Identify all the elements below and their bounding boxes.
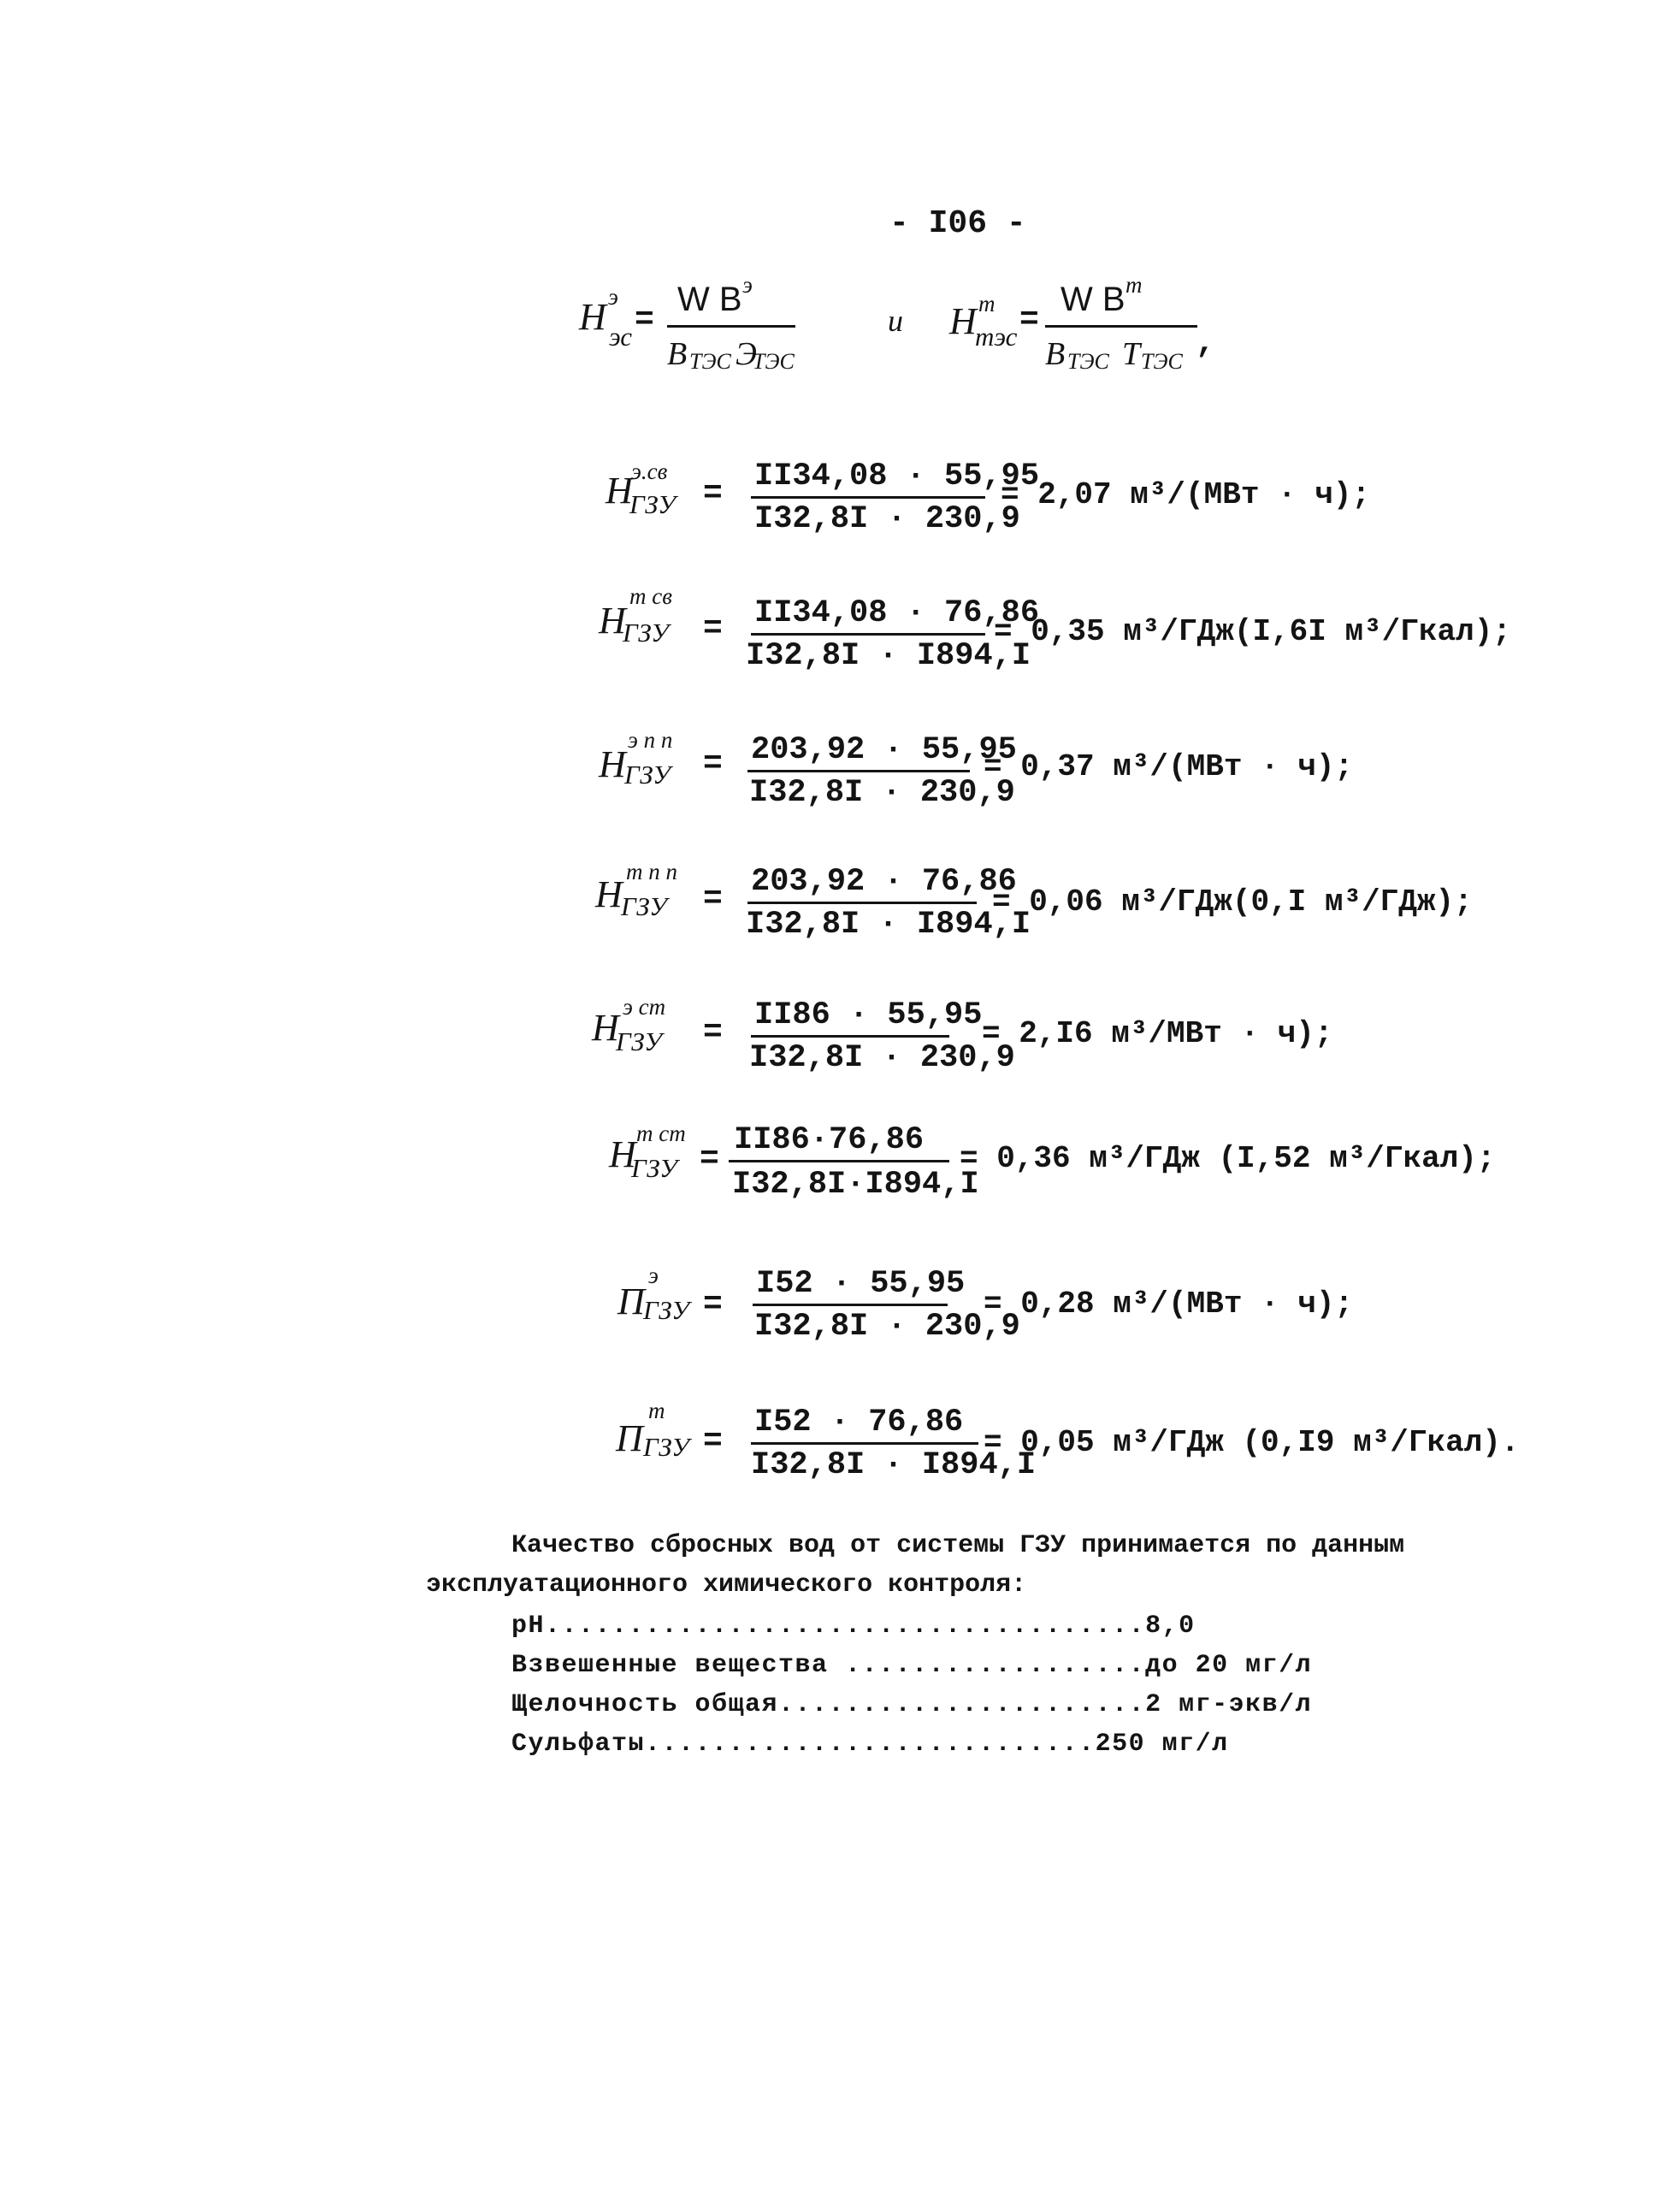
formula-subscript: ГЗУ <box>629 489 676 519</box>
formula-symbol: H <box>592 1007 619 1049</box>
dot-leader: .................. <box>828 1651 1146 1680</box>
equals-sign: = <box>703 881 723 918</box>
fraction-denominator: I32,8I · I894,I <box>751 1447 1037 1483</box>
equals-sign: = <box>703 1286 723 1323</box>
formula-superscript: э <box>608 284 618 310</box>
formula-superscript: э п п <box>628 727 673 753</box>
equals-sign: = <box>703 476 723 512</box>
formula-symbol: H <box>595 873 623 915</box>
equals-sign: = <box>703 1014 723 1051</box>
denominator-subscript: ТЭС <box>689 349 731 374</box>
fraction-denominator: I32,8I·I894,I <box>732 1167 979 1203</box>
fraction-numerator: II34,08 · 55,95 <box>754 458 1040 494</box>
paragraph-line-1: Качество сбросных вод от системы ГЗУ принимается по данным <box>511 1531 1405 1560</box>
formula-result: = 0,06 м³/ГДж(0,I м³/ГДж); <box>992 884 1473 920</box>
denominator-subscript: ТЭС <box>1067 349 1109 374</box>
dot-leader: ........................... <box>645 1730 1096 1759</box>
formula-superscript: э <box>648 1263 659 1288</box>
paragraph-line-2: эксплуатационного химического контроля: <box>426 1570 1027 1600</box>
formula-subscript: ГЗУ <box>621 891 668 921</box>
list-item-name: Сульфаты <box>511 1730 646 1759</box>
fraction-numerator: 203,92 · 76,86 <box>751 864 1017 900</box>
fraction-numerator: I52 · 76,86 <box>754 1405 964 1440</box>
formula-result: = 0,28 м³/(МВт · ч); <box>984 1286 1354 1322</box>
formula-result: = 2,07 м³/(МВт · ч); <box>1001 477 1371 512</box>
formula-subscript: ГЗУ <box>624 760 671 790</box>
dot-leader: .................................... <box>545 1612 1146 1641</box>
fraction-numerator: II34,08 · 76,86 <box>754 595 1040 631</box>
formula-superscript: т св <box>629 583 672 609</box>
denominator-subscript: ТЭС <box>753 349 795 374</box>
formula-superscript: т п п <box>626 859 677 884</box>
formula-subscript: эс <box>609 322 633 352</box>
equals-sign: = <box>703 1423 723 1460</box>
fraction-denominator: I32,8I · I894,I <box>746 638 1031 674</box>
equals-sign: = <box>700 1141 719 1178</box>
formula-symbol: H <box>599 743 626 785</box>
formula-result: = 0,35 м³/ГДж(I,6I м³/Гкал); <box>994 614 1511 649</box>
formula-result: = 2,I6 м³/МВт · ч); <box>982 1016 1333 1051</box>
list-item-value: 8,0 <box>1145 1612 1196 1641</box>
list-item-name: Взвешенные вещества <box>511 1651 829 1680</box>
fraction-bar <box>751 1442 978 1445</box>
fraction-denominator: I32,8I · 230,9 <box>754 501 1020 537</box>
equals-sign: = <box>635 302 654 339</box>
fraction-numerator: II86·76,86 <box>734 1122 925 1158</box>
list-item-value: 2 мг-экв/л <box>1145 1690 1313 1719</box>
formula-symbol: H <box>609 1133 636 1175</box>
fraction-bar <box>747 770 970 772</box>
fraction-denominator: I32,8I · 230,9 <box>749 1040 1015 1076</box>
fraction-bar <box>747 902 977 904</box>
formula-result: = 0,05 м³/ГДж (0,I9 м³/Гкал). <box>984 1425 1520 1460</box>
list-item-value: 250 мг/л <box>1095 1730 1229 1759</box>
formula-subscript: ГЗУ <box>643 1295 690 1325</box>
formula-superscript: т ст <box>636 1121 686 1146</box>
denominator-symbol: B <box>1045 336 1066 372</box>
list-item-value: до 20 мг/л <box>1145 1651 1313 1680</box>
formula-symbol: П <box>616 1417 643 1459</box>
list-item-name: pH <box>511 1612 546 1641</box>
equals-sign: = <box>703 611 723 648</box>
list-item <box>511 1730 1229 1759</box>
formula-symbol: П <box>617 1280 645 1322</box>
denominator-symbol: Э <box>736 336 757 372</box>
formula-superscript: э ст <box>623 994 666 1020</box>
list-item <box>511 1651 1312 1680</box>
numerator-superscript: т <box>1125 272 1143 298</box>
trailing-comma: , <box>1196 325 1215 362</box>
list-item <box>511 1690 1312 1719</box>
fraction-bar <box>667 325 795 328</box>
equals-sign: = <box>1019 302 1039 339</box>
formula-superscript: э.св <box>631 458 668 484</box>
denominator-subscript: ТЭС <box>1141 349 1183 374</box>
fraction-denominator: I32,8I · 230,9 <box>754 1309 1020 1345</box>
formula-subscript: ГЗУ <box>623 618 670 648</box>
fraction-bar <box>753 1304 948 1306</box>
fraction-bar <box>1045 325 1197 328</box>
formula-subscript: ГЗУ <box>631 1153 678 1183</box>
fraction-numerator: W B <box>677 281 742 318</box>
formula-symbol: H <box>949 300 977 342</box>
numerator-superscript: э <box>742 272 753 298</box>
fraction-bar <box>751 633 985 636</box>
list-item-name: Щелочность общая <box>511 1690 779 1719</box>
connector-word: и <box>888 304 903 338</box>
dot-leader: ...................... <box>778 1690 1146 1719</box>
formula-symbol: H <box>599 600 626 642</box>
fraction-bar <box>751 1035 949 1038</box>
formula-subscript: тэс <box>975 322 1018 352</box>
fraction-numerator: 203,92 · 55,95 <box>751 732 1017 768</box>
fraction-denominator: I32,8I · I894,I <box>746 907 1031 943</box>
formula-symbol: H <box>606 470 633 512</box>
page-number: - I06 - <box>889 205 1026 242</box>
equals-sign: = <box>703 746 723 783</box>
fraction-bar <box>729 1160 949 1162</box>
fraction-numerator: II86 · 55,95 <box>754 997 983 1033</box>
formula-superscript: т <box>648 1398 665 1423</box>
formula-subscript: ГЗУ <box>616 1026 663 1056</box>
fraction-bar <box>751 496 985 499</box>
denominator-symbol: B <box>667 336 688 372</box>
formula-result: = 0,36 м³/ГДж (I,52 м³/Гкал); <box>960 1141 1496 1176</box>
formula-result: = 0,37 м³/(МВт · ч); <box>984 749 1354 784</box>
formula-symbol: H <box>579 296 606 338</box>
fraction-numerator: W B <box>1061 281 1125 318</box>
formula-subscript: ГЗУ <box>643 1432 690 1462</box>
formula-superscript: т <box>978 291 996 316</box>
denominator-symbol: Т <box>1122 336 1141 372</box>
fraction-denominator: I32,8I · 230,9 <box>749 775 1015 811</box>
fraction-numerator: I52 · 55,95 <box>756 1266 966 1302</box>
list-item <box>511 1612 1196 1641</box>
